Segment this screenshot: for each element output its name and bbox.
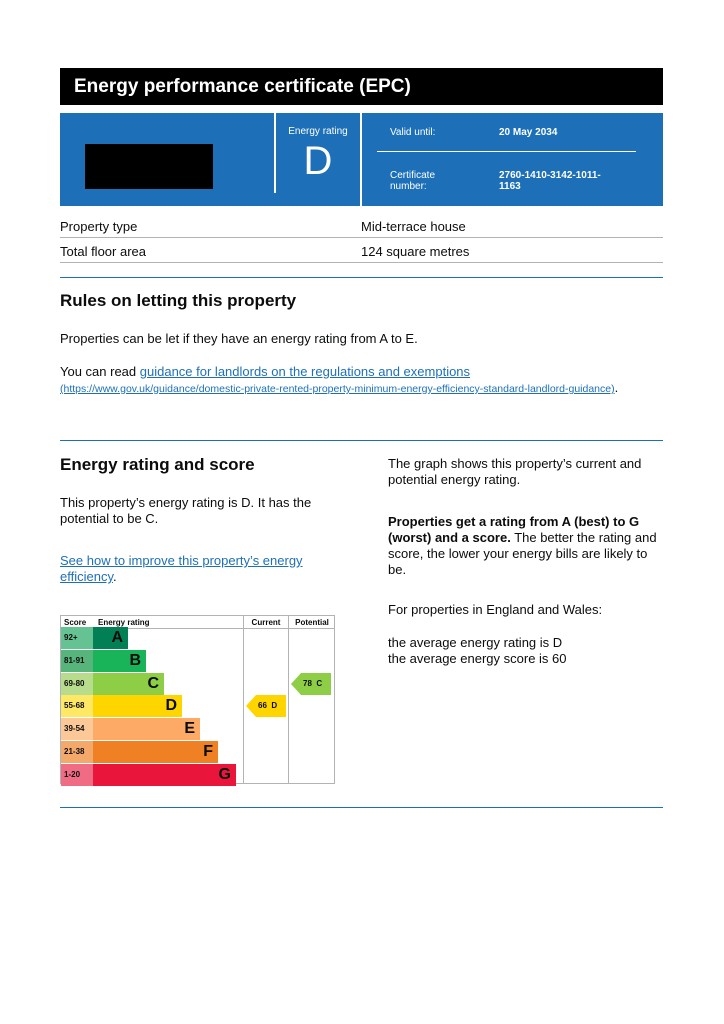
divider [360,113,362,206]
current-rating-arrow-label: 66 D [258,701,278,711]
band-bar-f: F [93,741,218,763]
page-title: Energy performance certificate (EPC) [74,76,411,97]
valid-until-label: Valid until: [390,127,436,138]
chart-gridline [288,616,289,784]
letting-paragraph: Properties can be let if they have an energy rating from A to E. [60,331,418,346]
improve-paragraph [60,553,330,585]
rating-explanation-bold: Properties get a rating from A (best) to G (worst) and a score. [388,514,640,545]
section-divider [60,807,663,808]
epc-chart [60,615,335,784]
property-type-value: Mid-terrace house [361,219,466,234]
section-divider [60,277,663,278]
guidance-link[interactable]: guidance for landlords on the regulations and exemptions [139,364,471,379]
rating-heading: Energy rating and score [60,455,255,474]
england-wales-label: For properties in England and Wales: [388,602,603,617]
band-bar-d: D [93,695,182,717]
chart-gridline [243,616,244,784]
band-bar-b: B [93,650,146,672]
band-score-b: 81-91 [61,650,93,672]
chart-header-current: Current [251,618,281,627]
potential-rating-arrow-label: 78 C [303,678,323,688]
graph-description: The graph shows this property’s current and potential energy rating. [388,456,642,487]
chart-header-rating: Energy rating [98,618,150,627]
floor-area-key: Total floor area [60,244,146,259]
potential-rating-arrow [291,673,331,695]
guidance-url-link[interactable]: (https://www.gov.uk/guidance/domestic-private-rented-property-minimum-energy-efficiency-standard-landlord-guidance) [60,383,615,395]
valid-until-value: 20 May 2034 [499,127,558,138]
band-score-a: 92+ [61,627,93,649]
rating-explanation-rest: The better the rating and score, the lower your energy bills are likely to be. [388,530,657,577]
improve-link[interactable]: See how to improve this property’s energy efficiency [60,553,303,584]
energy-rating-letter: D [303,139,333,183]
band-bar-g: G [93,764,236,786]
letting-heading: Rules on letting this property [60,291,297,310]
band-bar-e: E [93,718,200,740]
average-score: the average energy score is 60 [388,651,567,666]
chart-header-score: Score [64,618,87,627]
divider [377,151,636,152]
band-score-g: 1-20 [61,764,93,786]
band-score-f: 21-38 [61,741,93,763]
summary-panel [60,113,663,206]
rating-explanation [388,514,658,578]
guidance-prefix: You can read [60,364,140,379]
floor-area-value: 124 square metres [361,244,470,259]
letting-guidance-paragraph [60,364,660,397]
property-type-key: Property type [60,219,138,234]
rating-paragraph: This property’s energy rating is D. It has the potential to be C. [60,495,312,526]
chart-header-potential: Potential [295,618,329,627]
average-rating: the average energy rating is D [388,635,563,650]
guidance-suffix: . [614,380,619,395]
energy-rating-label: Energy rating [288,126,348,137]
redacted-address [85,144,213,189]
band-score-e: 39-54 [61,718,93,740]
certificate-number-value: 2760-1410-3142-1011-1163 [499,170,601,192]
section-divider [60,440,663,441]
band-bar-a: A [93,627,128,649]
certificate-number-label: Certificate number: [390,170,436,192]
current-rating-arrow [246,695,286,717]
title-bar [60,68,663,105]
improve-suffix: . [113,569,117,584]
property-type-row [60,213,663,238]
band-score-d: 55-68 [61,695,93,717]
band-score-c: 69-80 [61,673,93,695]
band-bar-c: C [93,673,164,695]
floor-area-row [60,238,663,263]
